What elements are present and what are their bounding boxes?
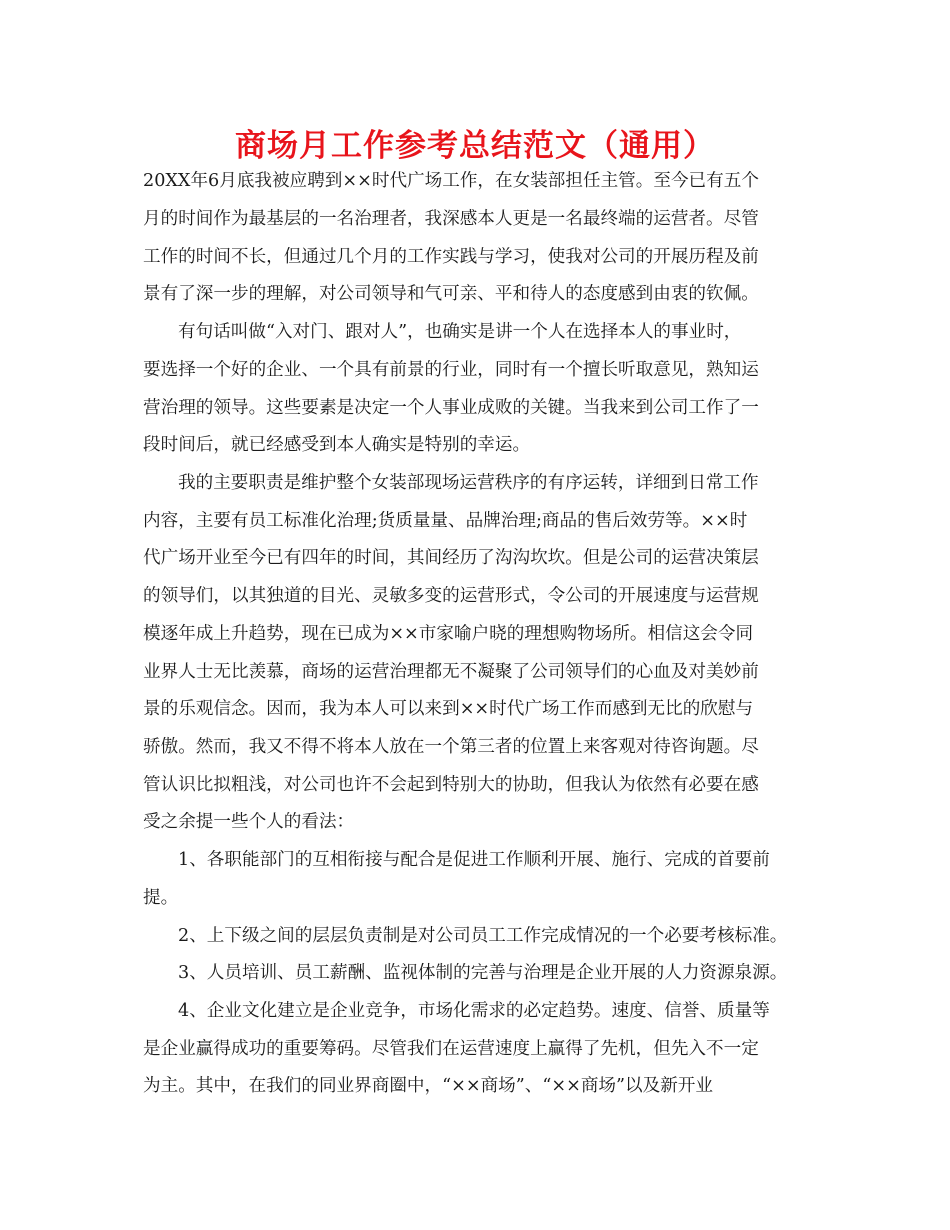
body-line: 提。 [143, 888, 179, 908]
body-line: 我的主要职责是维护整个女装部现场运营秩序的有序运转，详细到日常工作 [178, 473, 759, 493]
body-line: 要选择一个好的企业、一个具有前景的行业，同时有一个擅长听取意见，熟知运 [143, 360, 759, 380]
body-line: 有句话叫做“入对门、跟对人”，也确实是讲一个人在选择本人的事业时， [178, 322, 742, 342]
body-line: 景的乐观信念。因而，我为本人可以来到××时代广场工作而感到无比的欣慰与 [143, 699, 754, 719]
body-line: 受之余提一些个人的看法： [143, 812, 355, 832]
body-line: 3、人员培训、员工薪酬、监视体制的完善与治理是企业开展的人力资源泉源。 [178, 963, 788, 983]
body-line: 1、各职能部门的互相衔接与配合是促进工作顺利开展、施行、完成的首要前 [178, 850, 770, 870]
document-title: 商场月工作参考总结范文（通用） [235, 128, 715, 164]
body-line: 月的时间作为最基层的一名治理者，我深感本人更是一名最终端的运营者。尽管 [143, 209, 759, 229]
body-line: 内容，主要有员工标准化治理;货质量量、品牌治理;商品的售后效劳等。××时 [143, 511, 748, 531]
body-line: 段时间后，就已经感受到本人确实是特别的幸运。 [143, 435, 531, 455]
body-line: 业界人士无比羡慕，商场的运营治理都无不凝聚了公司领导们的心血及对美妙前 [143, 662, 759, 682]
body-line: 为主。其中，在我们的同业界商圈中，“××商场”、“××商场”以及新开业 [143, 1076, 713, 1096]
body-line: 2、上下级之间的层层负责制是对公司员工工作完成情况的一个必要考核标准。 [178, 926, 788, 946]
body-line: 工作的时间不长，但通过几个月的工作实践与学习，使我对公司的开展历程及前 [143, 247, 759, 267]
body-line: 营治理的领导。这些要素是决定一个人事业成败的关键。当我来到公司工作了一 [143, 398, 759, 418]
body-line: 20XX年6月底我被应聘到××时代广场工作，在女装部担任主管。至今已有五个 [143, 171, 759, 191]
body-line: 是企业赢得成功的重要筹码。尽管我们在运营速度上赢得了先机，但先入不一定 [143, 1039, 759, 1059]
body-line: 4、企业文化建立是企业竞争，市场化需求的必定趋势。速度、信誉、质量等 [178, 1001, 770, 1021]
body-line: 模逐年成上升趋势，现在已成为××市家喻户晓的理想购物场所。相信这会令同 [143, 624, 754, 644]
body-line: 管认识比拟粗浅，对公司也许不会起到特别大的协助，但我认为依然有必要在感 [143, 775, 759, 795]
body-line: 骄傲。然而，我又不得不将本人放在一个第三者的位置上来客观对待咨询题。尽 [143, 737, 759, 757]
body-line: 的领导们，以其独道的目光、灵敏多变的运营形式，令公司的开展速度与运营规 [143, 586, 759, 606]
body-line: 代广场开业至今已有四年的时间，其间经历了沟沟坎坎。但是公司的运营决策层 [143, 548, 759, 568]
body-line: 景有了深一步的理解，对公司领导和气可亲、平和待人的态度感到由衷的钦佩。 [143, 284, 759, 304]
